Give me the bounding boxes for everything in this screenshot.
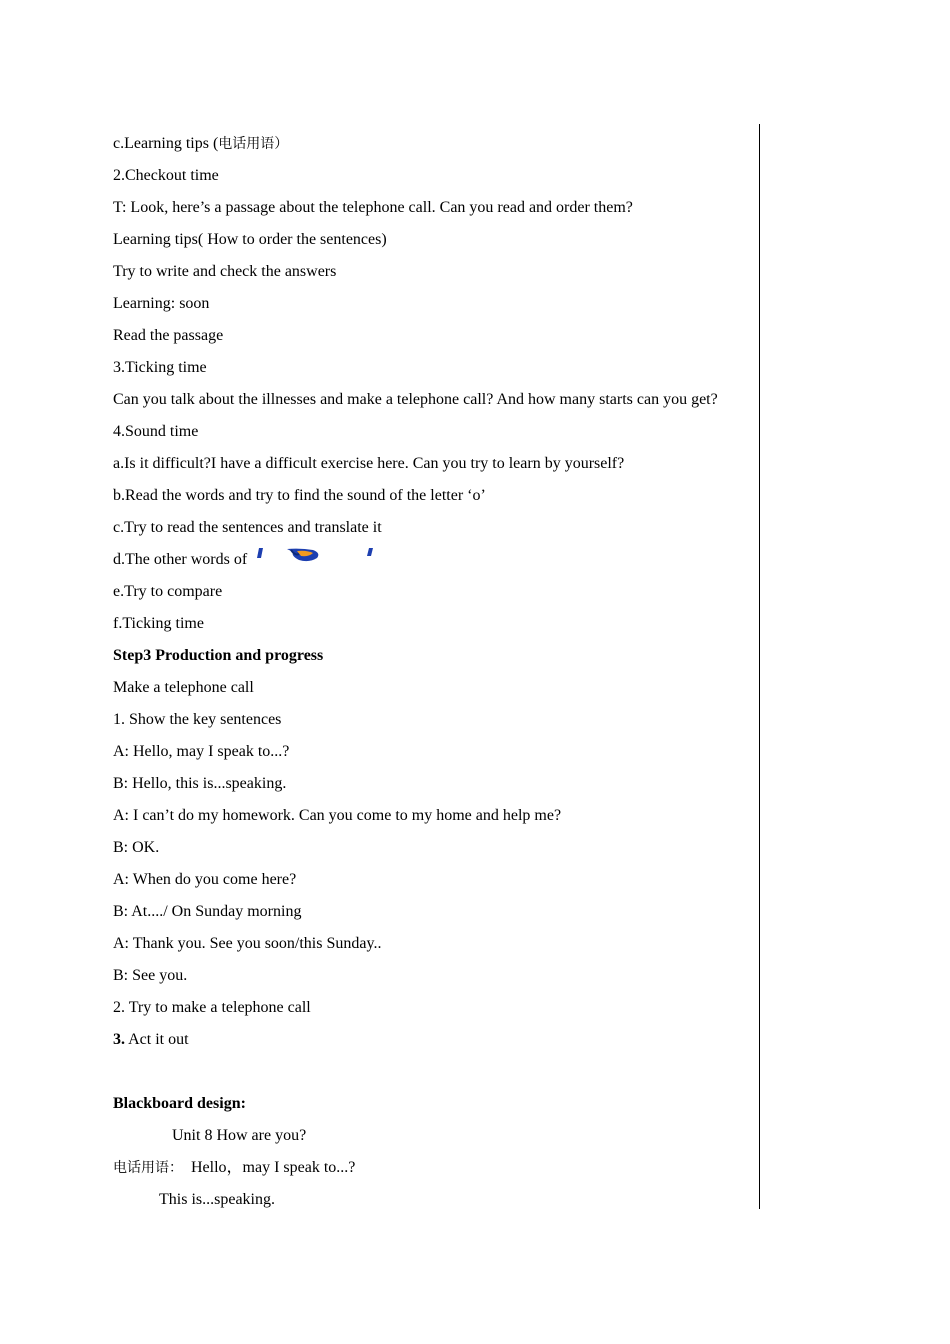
sound-step-b: b.Read the words and try to find the sound of the letter ‘o’ bbox=[113, 487, 486, 504]
dialogue-line-5: A: When do you come here? bbox=[113, 871, 297, 888]
blackboard-speaking-line: This is...speaking. bbox=[159, 1191, 275, 1208]
sound-step-d: d.The other words of bbox=[113, 544, 753, 576]
read-passage-line: Read the passage bbox=[113, 327, 224, 344]
teacher-instruction: T: Look, here’s a passage about the telephone call. Can you read and order them? bbox=[113, 199, 633, 216]
step3-heading: Step3 Production and progress bbox=[113, 647, 324, 664]
phonics-o-picture-icon bbox=[251, 544, 377, 566]
try-call-line: 2. Try to make a telephone call bbox=[113, 999, 311, 1016]
dialogue-line-2: B: Hello, this is...speaking. bbox=[113, 775, 287, 792]
sound-step-e: e.Try to compare bbox=[113, 583, 223, 600]
dialogue-line-4: B: OK. bbox=[113, 839, 160, 856]
blackboard-heading: Blackboard design: bbox=[113, 1095, 246, 1112]
sound-time-heading: 4.Sound time bbox=[113, 423, 199, 440]
dialogue-line-1: A: Hello, may I speak to...? bbox=[113, 743, 290, 760]
dialogue-line-3: A: I can’t do my homework. Can you come to my home and help me? bbox=[113, 807, 562, 824]
blackboard-unit-title: Unit 8 How are you? bbox=[172, 1127, 307, 1144]
phonics-o-picture-svg bbox=[251, 544, 377, 566]
dialogue-line-6: B: At..../ On Sunday morning bbox=[113, 903, 302, 920]
sound-step-c: c.Try to read the sentences and translate it bbox=[113, 519, 382, 536]
ticking-question: Can you talk about the illnesses and make a telephone call? And how many starts can you get? bbox=[113, 391, 718, 408]
dialogue-line-8: B: See you. bbox=[113, 967, 188, 984]
order-tips-line: Learning tips( How to order the sentences) bbox=[113, 231, 387, 248]
learning-tips-line: c.Learning tips (电话用语） bbox=[113, 135, 289, 152]
learning-soon-line: Learning: soon bbox=[113, 295, 210, 312]
act-out-line: 3. Act it out bbox=[113, 1031, 189, 1048]
sound-step-f: f.Ticking time bbox=[113, 615, 204, 632]
lesson-content bbox=[113, 128, 753, 1216]
table-right-border bbox=[759, 124, 760, 1209]
checkout-time-heading: 2.Checkout time bbox=[113, 167, 219, 184]
write-check-line: Try to write and check the answers bbox=[113, 263, 337, 280]
ticking-time-heading: 3.Ticking time bbox=[113, 359, 207, 376]
blackboard-phrase-line: 电话用语： Hello，may I speak to...? bbox=[113, 1159, 356, 1176]
sound-step-a: a.Is it difficult?I have a difficult exercise here. Can you try to learn by yourself? bbox=[113, 455, 625, 472]
make-call-line: Make a telephone call bbox=[113, 679, 254, 696]
dialogue-line-7: A: Thank you. See you soon/this Sunday.. bbox=[113, 935, 382, 952]
key-sentences-line: 1. Show the key sentences bbox=[113, 711, 282, 728]
blank-line bbox=[113, 1056, 753, 1088]
